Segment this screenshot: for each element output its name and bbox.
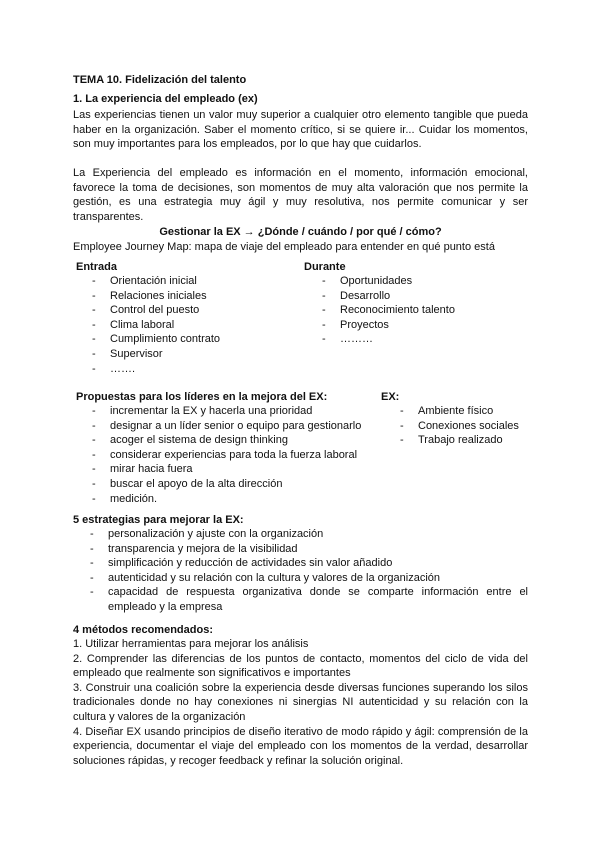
entrada-heading: Entrada bbox=[76, 261, 117, 273]
list-item: - autenticidad y su relación con la cultura y valores de la organización bbox=[90, 571, 441, 584]
list-item: - Reconocimiento talento bbox=[322, 304, 455, 317]
bullet-dash: - bbox=[400, 434, 404, 447]
bullet-dash: - bbox=[92, 463, 96, 476]
list-item: - buscar el apoyo de la alta dirección bbox=[92, 477, 283, 490]
bullet-dash: - bbox=[92, 347, 96, 360]
list-item: - Oportunidades bbox=[322, 275, 413, 287]
bullet-dash: - bbox=[90, 586, 94, 599]
list-item: - transparencia y mejora de la visibilidad bbox=[90, 542, 298, 555]
list-item: - medición. bbox=[92, 492, 158, 505]
list-item: - Proyectos bbox=[322, 318, 389, 331]
list-item: - ……. bbox=[92, 362, 136, 375]
list-item: - simplificación y reducción de actividades sin valor añadido bbox=[90, 557, 393, 570]
list-item: - Control del puesto bbox=[92, 304, 200, 317]
list-item: - Desarrollo bbox=[322, 289, 391, 302]
list-item: - acoger el sistema de design thinking bbox=[92, 434, 288, 447]
bullet-dash: - bbox=[92, 405, 96, 417]
paragraph-experience-definition: La Experiencia del empleado es información en el momento, información emocional, favorece la toma de decisiones, son momentos de muy alta valoración que nos permite la gestión, es una estrategia muy ágil y muy resolutiva, nos permite comunicar y ser transparentes. bbox=[73, 167, 528, 223]
strategies-heading: 5 estrategias para mejorar la EX: bbox=[73, 514, 244, 526]
proposals-list bbox=[92, 404, 361, 506]
list-item: - mirar hacia fuera bbox=[92, 463, 193, 476]
bullet-dash: - bbox=[92, 448, 96, 461]
journey-map-description: Employee Journey Map: mapa de viaje del empleado para entender en qué punto está bbox=[73, 241, 495, 253]
bullet-dash: - bbox=[322, 275, 326, 287]
bullet-dash: - bbox=[90, 528, 94, 540]
list-item: 3. Construir una coalición sobre la experiencia desde diversas funciones superando los silos tradicionales donde no hay conexiones ni sinergias NI autenticidad y su relación con la cultura y valores de la organización bbox=[73, 681, 528, 723]
list-item: - personalización y ajuste con la organización bbox=[90, 528, 324, 540]
methods-heading: 4 métodos recomendados: bbox=[73, 624, 213, 636]
bullet-dash: - bbox=[92, 275, 96, 287]
section-heading-experience: 1. La experiencia del empleado (ex) bbox=[73, 93, 258, 105]
durante-list bbox=[322, 274, 455, 347]
list-item: - Cumplimiento contrato bbox=[92, 333, 221, 346]
ex-list bbox=[400, 404, 519, 448]
manage-ex-heading: Gestionar la EX → ¿Dónde / cuándo / por qué / cómo? bbox=[159, 226, 442, 238]
bullet-dash: - bbox=[90, 557, 94, 570]
list-item: - incrementar la EX y hacerla una prioridad bbox=[92, 405, 313, 417]
entrada-list bbox=[92, 274, 220, 376]
bullet-dash: - bbox=[92, 318, 96, 331]
bullet-dash: - bbox=[92, 492, 96, 505]
paragraph-experiences-value: Las experiencias tienen un valor muy superior a cualquier otro elemento tangible que pueda haber en la organización. Saber el momento crítico, si se quiere ir... Cuidar los momentos, son muy importantes para los empleados, por lo que hay que cuidarlos. bbox=[73, 109, 528, 151]
methods-list bbox=[73, 637, 528, 768]
bullet-dash: - bbox=[400, 419, 404, 432]
list-item: 2. Comprender las diferencias de los puntos de contacto, momentos del ciclo de vida del empleado que realmente son significativos e importantes bbox=[73, 652, 528, 680]
strategies-list bbox=[90, 527, 528, 615]
ex-heading: EX: bbox=[381, 391, 400, 403]
list-item: - Orientación inicial bbox=[92, 275, 197, 287]
durante-heading: Durante bbox=[304, 261, 346, 273]
bullet-dash: - bbox=[92, 304, 96, 317]
list-item: - capacidad de respuesta organizativa donde se comparte información entre el empleado y la empresa bbox=[90, 586, 528, 613]
list-item: - Supervisor bbox=[92, 347, 163, 360]
bullet-dash: - bbox=[92, 333, 96, 346]
list-item: - Conexiones sociales bbox=[400, 419, 519, 432]
bullet-dash: - bbox=[322, 318, 326, 331]
list-item: 4. Diseñar EX usando principios de diseño iterativo de modo rápido y ágil: comprensión de la experiencia, documentar el viaje del empleado con los momentos de la verdad, desarrollar soluciones rápidas, y recoger feedback y refinar la solución original. bbox=[73, 725, 528, 767]
list-item: - Relaciones iniciales bbox=[92, 289, 207, 302]
bullet-dash: - bbox=[92, 419, 96, 432]
bullet-dash: - bbox=[322, 304, 326, 317]
list-item: - Trabajo realizado bbox=[400, 434, 503, 447]
bullet-dash: - bbox=[322, 333, 326, 346]
bullet-dash: - bbox=[92, 477, 96, 490]
bullet-dash: - bbox=[90, 571, 94, 584]
bullet-dash: - bbox=[400, 405, 404, 417]
bullet-dash: - bbox=[322, 289, 326, 302]
list-item: - considerar experiencias para toda la fuerza laboral bbox=[92, 448, 358, 461]
list-item: 1. Utilizar herramientas para mejorar los análisis bbox=[73, 638, 309, 650]
proposals-heading: Propuestas para los líderes en la mejora del EX: bbox=[76, 391, 328, 403]
bullet-dash: - bbox=[92, 289, 96, 302]
bullet-dash: - bbox=[92, 362, 96, 375]
list-item: - Ambiente físico bbox=[400, 405, 494, 417]
bullet-dash: - bbox=[90, 542, 94, 555]
bullet-dash: - bbox=[92, 434, 96, 447]
list-item: - designar a un líder senior o equipo para gestionarlo bbox=[92, 419, 362, 432]
list-item: - ……… bbox=[322, 333, 373, 346]
list-item: - Clima laboral bbox=[92, 318, 175, 331]
page-title: TEMA 10. Fidelización del talento bbox=[73, 74, 247, 86]
